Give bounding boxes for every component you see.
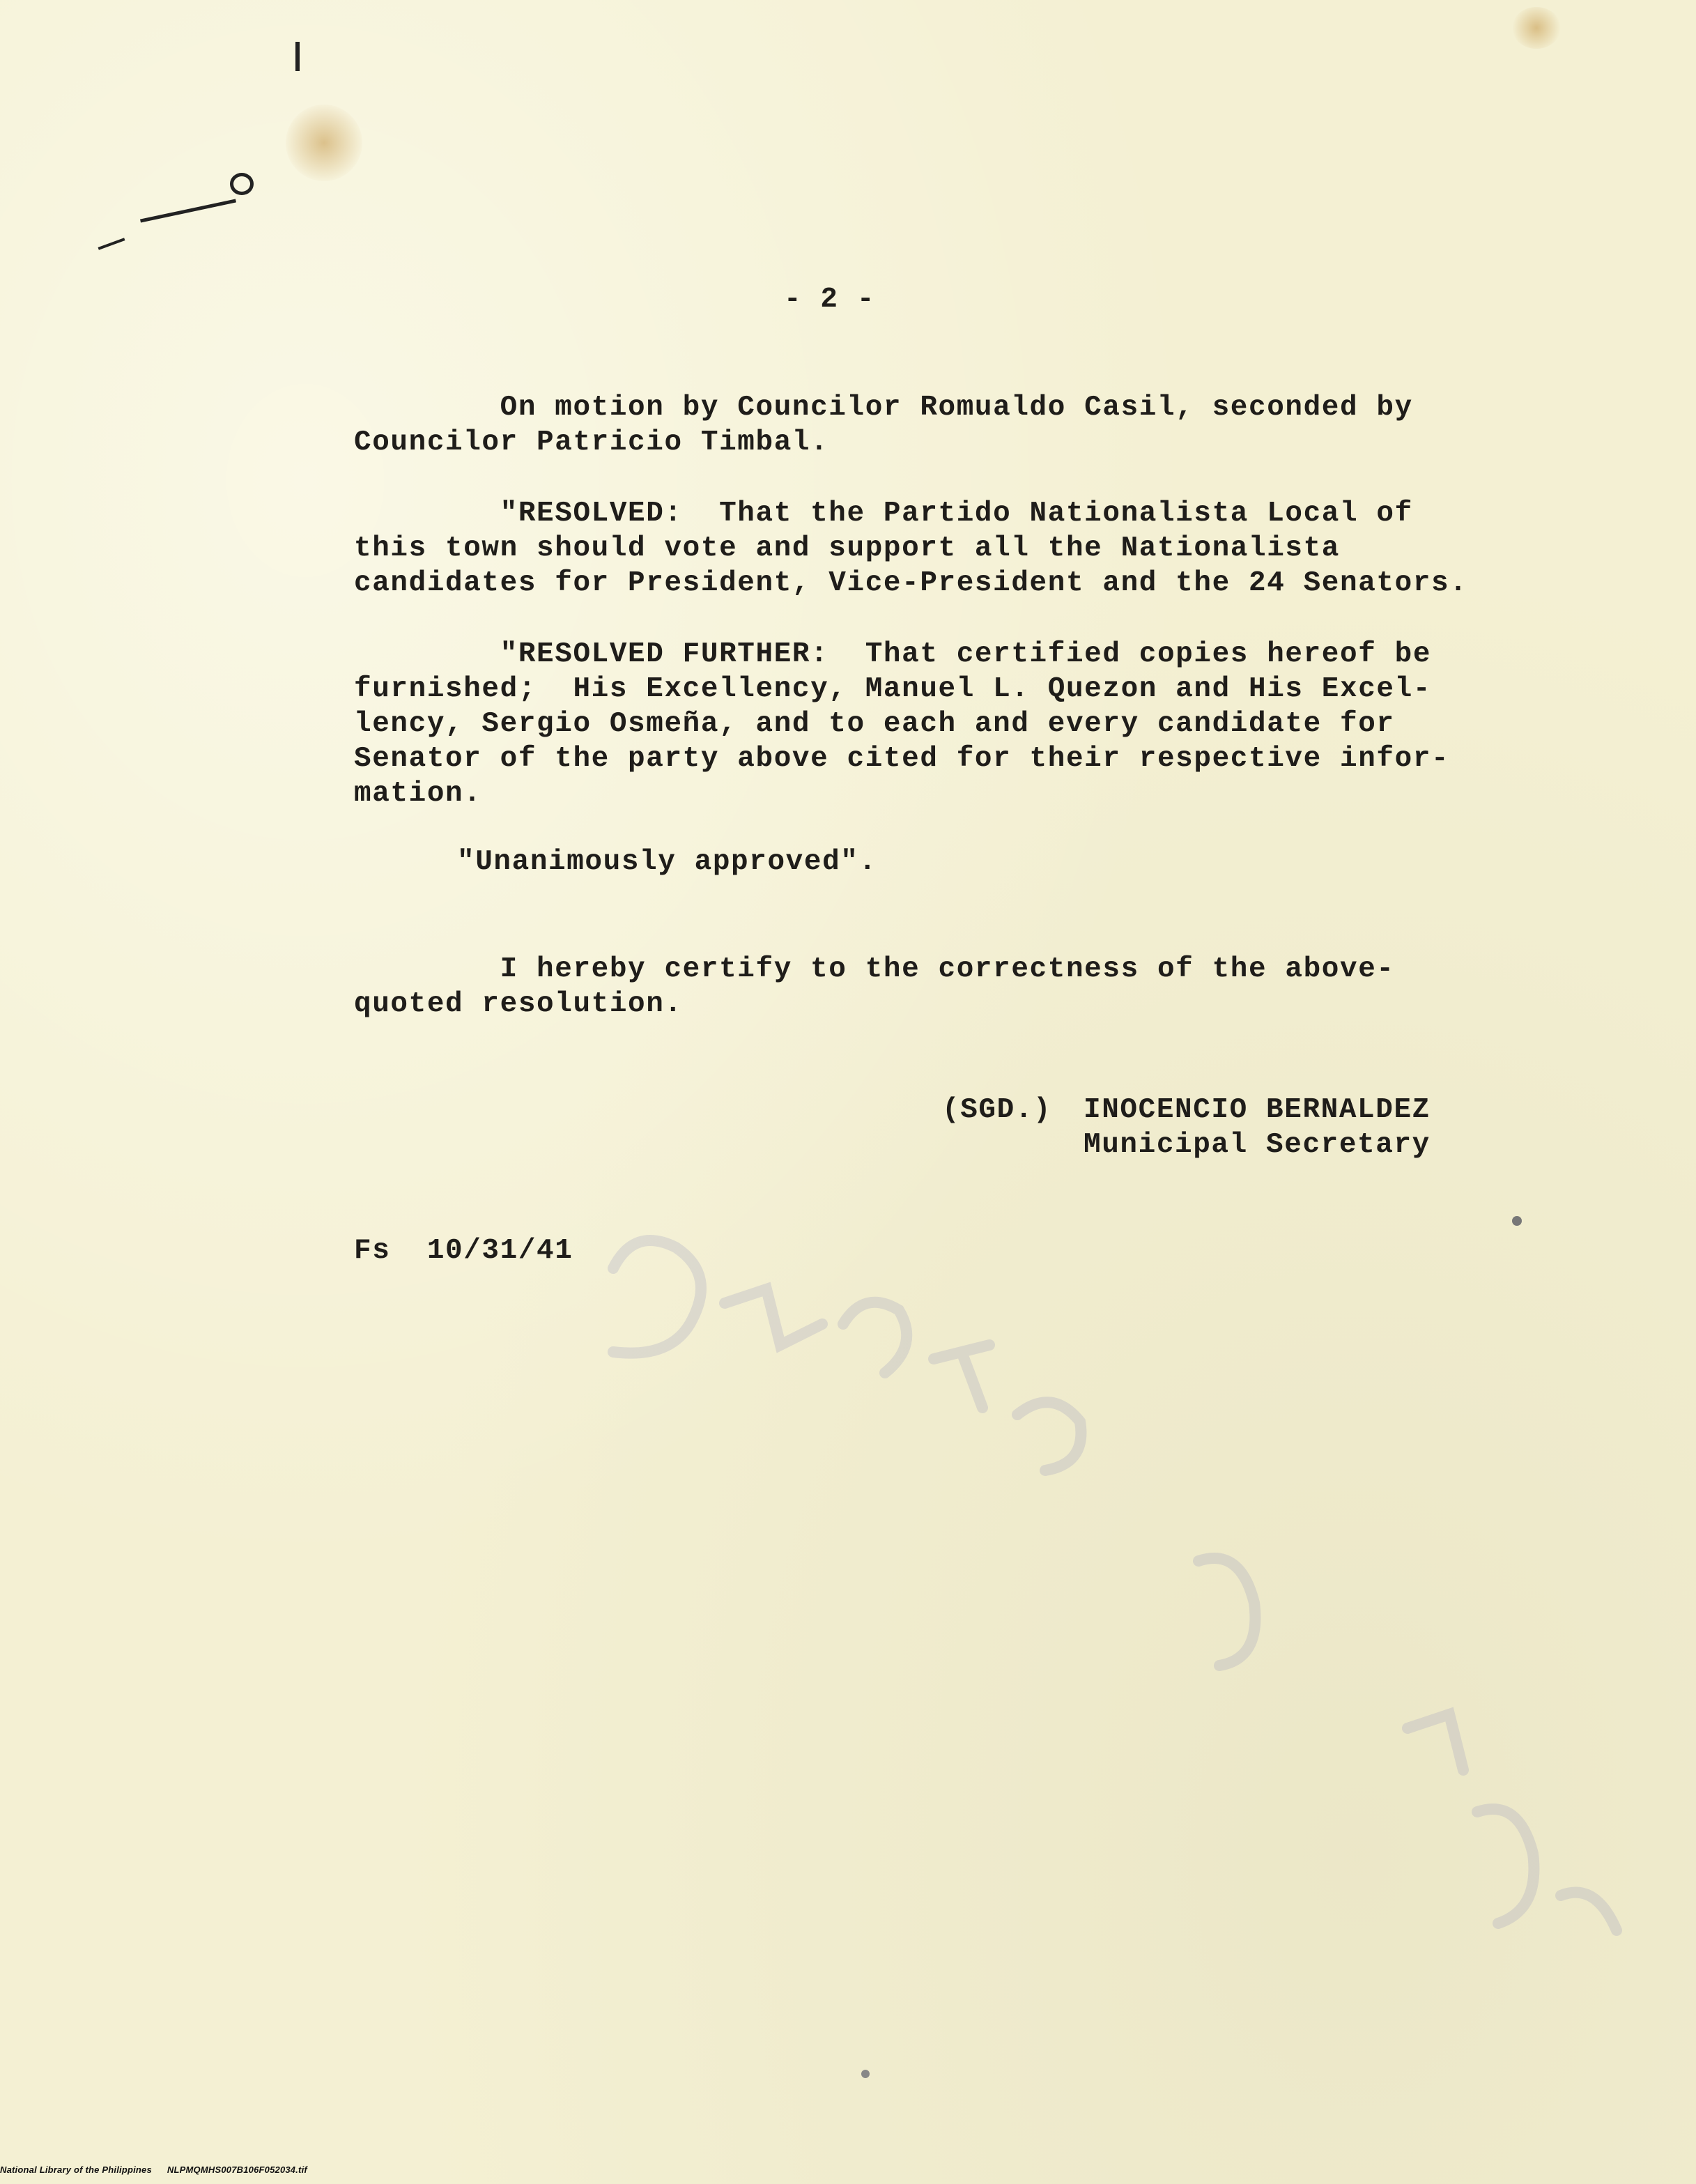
- certification-paragraph: I hereby certify to the correctness of the above- quoted resolution.: [354, 953, 1395, 1020]
- archive-footer: [0, 2164, 307, 2175]
- ink-mark: [295, 42, 300, 71]
- faded-stamp: [571, 1185, 1686, 2091]
- approval-line: "Unanimously approved".: [457, 846, 877, 878]
- resolved-paragraph: "RESOLVED: That the Partido Nationalista Local of this town should vote and support all the Nationalista candidates for President, Vice-President and the 24 Senators.: [354, 498, 1468, 599]
- resolved-further-paragraph: "RESOLVED FURTHER: That certified copies hereof be furnished; His Excellency, Manuel L. Quezon and His Excel- lency, Sergio Osmeña, and to each and every candidate for Senator of the party above cited for their respective infor- mation.: [354, 638, 1450, 810]
- ink-dot: [861, 2070, 870, 2078]
- file-id: NLPMQMHS007B106F052034.tif: [167, 2164, 307, 2175]
- signatory-name: INOCENCIO BERNALDEZ: [1084, 1094, 1431, 1126]
- page-number: - 2 -: [784, 284, 876, 316]
- ink-mark: [230, 173, 254, 195]
- motion-paragraph: On motion by Councilor Romualdo Casil, seconded by Councilor Patricio Timbal.: [354, 392, 1413, 459]
- typist-initials-date: Fs 10/31/41: [354, 1235, 573, 1267]
- signature-prefix: (SGD.): [942, 1094, 1052, 1126]
- ink-dot: [1512, 1216, 1522, 1226]
- ink-mark: [98, 238, 125, 249]
- age-stain: [286, 105, 362, 181]
- age-stain: [1512, 7, 1561, 49]
- signatory-title: Municipal Secretary: [1084, 1129, 1431, 1161]
- ink-mark: [140, 199, 236, 223]
- archive-name: National Library of the Philippines: [0, 2164, 152, 2175]
